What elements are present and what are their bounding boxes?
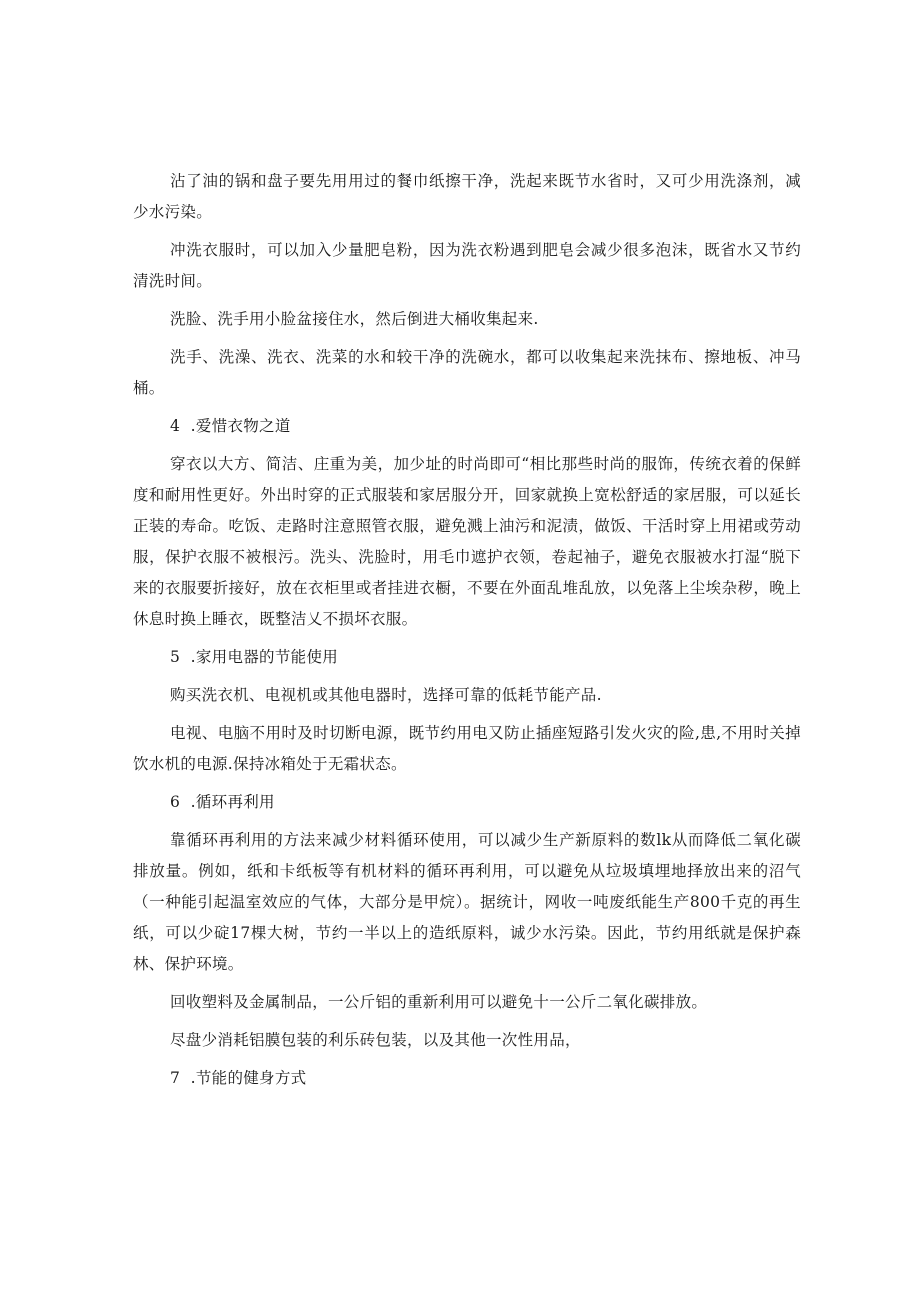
paragraph-laundry-rinse: 冲洗衣服时，可以加入少量肥皂粉，因为洗衣粉遇到肥皂会减少很多泡沫，既省水又节约清洗时间。 [133, 241, 801, 290]
paragraph-basin-water: 洗脸、洗手用小脸盆接住水，然后倒进大桶收集起来. [170, 310, 539, 328]
paragraph-packaging: 尽盘少消耗铝膜包装的利乐砖包装，以及其他一次性用品， [170, 1031, 581, 1049]
paragraph-power-off: 电视、电脑不用时及时切断电源，既节约用电又防止插座短路引发火灾的险,患,不用时关掉饮水机的电源.保持冰箱处于无霜状态。 [133, 724, 801, 773]
section-heading-recycling: 6 .循环再利用 [170, 793, 275, 811]
section-heading-fitness: 7 .节能的健身方式 [170, 1069, 307, 1087]
paragraph-recycling-paper: 靠循环再利用的方法来减少材料循环使用，可以减少生产新原料的数lk从而降低二氧化碳排放量。例如，纸和卡纸板等有机材料的循环再利用，可以避免从垃圾填埋地择放出来的沼气（一种能引起温室效应的气体，大部分是甲烷）。据统计，网收一吨废纸能生产800千克的再生纸，可以少碇17棵大树，节约一半以上的造纸原料，诚少水污染。因此，节约用纸就是保护森林、保护环境。 [133, 831, 801, 973]
paragraph-dish-cleaning: 沾了油的锅和盘子要先用用过的餐巾纸擦干净，洗起来既节水省时，又可少用洗涤剂，减少水污染。 [133, 172, 801, 221]
paragraph-clothing-care: 穿衣以大方、简洁、庄重为美，加少址的时尚即可“相比那些时尚的服饰，传统衣着的保鲜度和耐用性更好。外出时穿的正式服装和家居服分开，回家就换上宽松舒适的家居服，可以延长正装的寿命。吃饭、走路时注意照管衣服，避免溅上油污和泥渍，做饭、干活时穿上用裙或劳动服，保护衣服不被根污。洗头、洗脸时，用毛巾遮护衣领，卷起袖子，避免衣服被水打湿“脱下来的衣服要折接好，放在衣柜里或者挂进衣橱，不要在外面乱堆乱放，以免落上尘埃杂秽，晚上休息时换上睡衣，既整洁乂不损坏衣服。 [133, 455, 801, 628]
section-heading-appliances: 5 .家用电器的节能使用 [170, 648, 339, 666]
paragraph-water-reuse: 洗手、洗澡、洗衣、洗菜的水和较干净的洗碗水，都可以收集起来洗抹布、擦地板、冲马桶。 [133, 348, 801, 397]
document-body [133, 166, 801, 1101]
paragraph-buy-appliances: 购买洗衣机、电视机或其他电器时，选择可靠的低耗节能产品. [170, 686, 602, 704]
section-heading-clothing: 4 .爱惜衣物之道 [170, 417, 291, 435]
paragraph-recycling-metal: 回收塑料及金属制品，一公斤铝的重新利用可以避免十一公斤二氧化碳排放。 [170, 993, 708, 1011]
